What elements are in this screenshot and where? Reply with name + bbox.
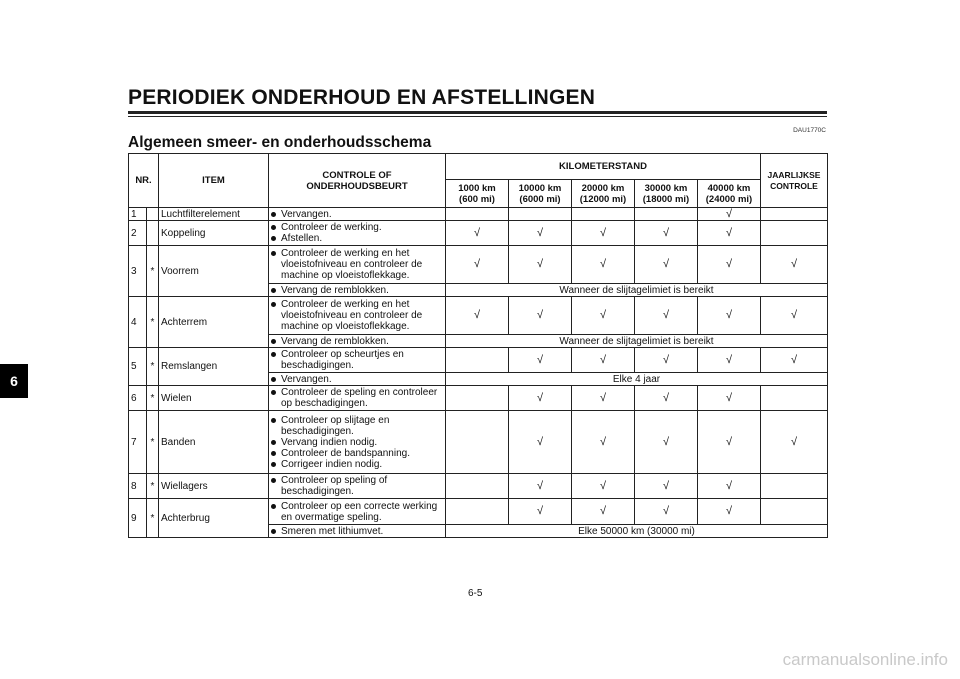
control-cell bbox=[269, 386, 446, 411]
empty-check-cell bbox=[761, 386, 828, 411]
bullet-icon bbox=[271, 478, 276, 483]
item-name: Koppeling bbox=[159, 221, 269, 246]
bullet-icon bbox=[271, 225, 276, 230]
km-value: 20000 km bbox=[581, 182, 625, 194]
row-number: 2 bbox=[129, 221, 147, 246]
control-cell bbox=[269, 499, 446, 525]
mi-value: (12000 mi) bbox=[579, 193, 627, 205]
row-number: 3 bbox=[129, 246, 147, 297]
row-number: 8 bbox=[129, 474, 147, 499]
check-mark-icon: √ bbox=[698, 348, 761, 373]
check-mark-icon: √ bbox=[509, 221, 572, 246]
control-bullet-item bbox=[271, 415, 443, 437]
item-name: Luchtfilterelement bbox=[159, 208, 269, 221]
control-bullet-item bbox=[271, 349, 443, 371]
control-text: Vervangen. bbox=[281, 208, 332, 220]
table-row bbox=[129, 348, 828, 373]
column-header-km-0 bbox=[446, 180, 509, 208]
control-text: Corrigeer indien nodig. bbox=[281, 458, 383, 470]
km-value: 30000 km bbox=[644, 182, 688, 194]
check-mark-icon: √ bbox=[572, 474, 635, 499]
bullet-icon bbox=[271, 339, 276, 344]
control-text: Controleer de speling en controleer op beschadigingen. bbox=[281, 387, 438, 409]
control-cell bbox=[269, 348, 446, 373]
dealer-service-marker: * bbox=[147, 246, 159, 297]
bullet-icon bbox=[271, 440, 276, 445]
empty-check-cell bbox=[761, 221, 828, 246]
control-text: Vervang de remblokken. bbox=[281, 335, 389, 347]
chapter-tab: 6 bbox=[0, 364, 28, 398]
check-mark-icon: √ bbox=[509, 348, 572, 373]
bullet-icon bbox=[271, 529, 276, 534]
interval-note: Wanneer de slijtagelimiet is bereikt bbox=[446, 284, 828, 297]
check-mark-icon: √ bbox=[572, 499, 635, 525]
check-mark-icon: √ bbox=[509, 411, 572, 474]
control-bullet-item bbox=[271, 285, 443, 296]
dealer-service-marker: * bbox=[147, 348, 159, 386]
row-number: 6 bbox=[129, 386, 147, 411]
control-text: Vervang indien nodig. bbox=[281, 436, 378, 448]
table-row bbox=[129, 297, 828, 335]
control-cell bbox=[269, 474, 446, 499]
control-cell bbox=[269, 221, 446, 246]
control-text: Controleer op een correcte werking en overmatige speling. bbox=[281, 500, 438, 523]
table-row bbox=[129, 499, 828, 525]
check-mark-icon: √ bbox=[635, 297, 698, 335]
item-name: Wiellagers bbox=[159, 474, 269, 499]
check-mark-icon: √ bbox=[446, 297, 509, 335]
check-mark-icon: √ bbox=[761, 348, 828, 373]
control-text: Controleer de werking en het vloeistofniveau en controleer de machine op vloeistoflekkage. bbox=[281, 299, 423, 332]
check-mark-icon: √ bbox=[509, 474, 572, 499]
empty-check-cell bbox=[446, 474, 509, 499]
control-bullet-item bbox=[271, 475, 443, 497]
control-cell bbox=[269, 246, 446, 284]
control-bullet-item bbox=[271, 501, 443, 523]
row-number: 5 bbox=[129, 348, 147, 386]
page-number: 6-5 bbox=[468, 588, 483, 599]
item-name: Achterbrug bbox=[159, 499, 269, 538]
check-mark-icon: √ bbox=[572, 386, 635, 411]
check-mark-icon: √ bbox=[761, 246, 828, 284]
check-mark-icon: √ bbox=[572, 246, 635, 284]
maintenance-schedule-table bbox=[128, 153, 828, 538]
table-row bbox=[129, 411, 828, 474]
control-bullet-item bbox=[271, 448, 443, 459]
control-bullet-item bbox=[271, 209, 443, 220]
dealer-service-marker: * bbox=[147, 386, 159, 411]
mi-value: (18000 mi) bbox=[642, 193, 690, 205]
bullet-icon bbox=[271, 212, 276, 217]
check-mark-icon: √ bbox=[635, 348, 698, 373]
empty-check-cell bbox=[761, 208, 828, 221]
column-header-jaarlijkse-controle: JAARLIJKSE CONTROLE bbox=[761, 154, 828, 208]
bullet-icon bbox=[271, 352, 276, 357]
control-text: Controleer de werking. bbox=[281, 222, 382, 233]
document-code: DAU1770C bbox=[793, 127, 826, 134]
control-text: Controleer de werking en het vloeistofniveau en controleer de machine op vloeistoflekkage. bbox=[281, 248, 423, 281]
control-bullet-item bbox=[271, 459, 443, 470]
dealer-service-marker bbox=[147, 208, 159, 221]
column-header-kilometerstand: KILOMETERSTAND bbox=[446, 154, 761, 180]
column-header-km-4 bbox=[698, 180, 761, 208]
item-name: Wielen bbox=[159, 386, 269, 411]
check-mark-icon: √ bbox=[635, 221, 698, 246]
check-mark-icon: √ bbox=[635, 411, 698, 474]
control-text: Controleer op scheurtjes en beschadigingen. bbox=[281, 349, 404, 371]
row-number: 1 bbox=[129, 208, 147, 221]
dealer-service-marker: * bbox=[147, 411, 159, 474]
check-mark-icon: √ bbox=[698, 474, 761, 499]
row-number: 4 bbox=[129, 297, 147, 348]
check-mark-icon: √ bbox=[761, 297, 828, 335]
dealer-service-marker bbox=[147, 221, 159, 246]
control-text: Smeren met lithiumvet. bbox=[281, 525, 384, 537]
control-bullet-item bbox=[271, 437, 443, 448]
check-mark-icon: √ bbox=[572, 297, 635, 335]
bullet-icon bbox=[271, 504, 276, 509]
control-cell bbox=[269, 373, 446, 386]
check-mark-icon: √ bbox=[446, 221, 509, 246]
check-mark-icon: √ bbox=[698, 297, 761, 335]
interval-note: Elke 4 jaar bbox=[446, 373, 828, 386]
mi-value: (6000 mi) bbox=[519, 193, 561, 205]
table-row bbox=[129, 246, 828, 284]
item-name: Remslangen bbox=[159, 348, 269, 386]
check-mark-icon: √ bbox=[572, 221, 635, 246]
interval-note: Elke 50000 km (30000 mi) bbox=[446, 525, 828, 538]
column-header-nr: NR. bbox=[129, 154, 159, 208]
check-mark-icon: √ bbox=[446, 246, 509, 284]
control-text: Controleer op speling of beschadigingen. bbox=[281, 475, 388, 497]
bullet-icon bbox=[271, 302, 276, 307]
empty-check-cell bbox=[446, 386, 509, 411]
empty-check-cell bbox=[761, 499, 828, 525]
km-value: 40000 km bbox=[707, 182, 751, 194]
page-header-title: PERIODIEK ONDERHOUD EN AFSTELLINGEN bbox=[128, 86, 596, 109]
check-mark-icon: √ bbox=[509, 499, 572, 525]
empty-check-cell bbox=[446, 348, 509, 373]
check-mark-icon: √ bbox=[761, 411, 828, 474]
interval-note: Wanneer de slijtagelimiet is bereikt bbox=[446, 335, 828, 348]
check-mark-icon: √ bbox=[635, 246, 698, 284]
control-cell bbox=[269, 284, 446, 297]
table-row bbox=[129, 474, 828, 499]
bullet-icon bbox=[271, 462, 276, 467]
empty-check-cell bbox=[635, 208, 698, 221]
bullet-icon bbox=[271, 251, 276, 256]
control-bullet-item bbox=[271, 222, 443, 233]
column-header-control: CONTROLE OF ONDERHOUDSBEURT bbox=[269, 154, 446, 208]
check-mark-icon: √ bbox=[698, 246, 761, 284]
check-mark-icon: √ bbox=[698, 208, 761, 221]
empty-check-cell bbox=[761, 474, 828, 499]
dealer-service-marker: * bbox=[147, 297, 159, 348]
check-mark-icon: √ bbox=[509, 297, 572, 335]
empty-check-cell bbox=[572, 208, 635, 221]
table-row bbox=[129, 221, 828, 246]
table-row bbox=[129, 386, 828, 411]
control-bullet-item bbox=[271, 336, 443, 347]
empty-check-cell bbox=[446, 208, 509, 221]
control-cell bbox=[269, 525, 446, 538]
km-value: 10000 km bbox=[518, 182, 562, 194]
check-mark-icon: √ bbox=[698, 221, 761, 246]
control-text: Vervangen. bbox=[281, 373, 332, 385]
item-name: Voorrem bbox=[159, 246, 269, 297]
empty-check-cell bbox=[446, 411, 509, 474]
check-mark-icon: √ bbox=[509, 386, 572, 411]
column-header-km-1 bbox=[509, 180, 572, 208]
row-number: 7 bbox=[129, 411, 147, 474]
control-text: Controleer op slijtage en beschadigingen. bbox=[281, 414, 390, 437]
mi-value: (600 mi) bbox=[459, 193, 495, 205]
row-number: 9 bbox=[129, 499, 147, 538]
check-mark-icon: √ bbox=[635, 386, 698, 411]
control-text: Controleer de bandspanning. bbox=[281, 447, 410, 459]
control-text: Vervang de remblokken. bbox=[281, 284, 389, 296]
item-name: Achterrem bbox=[159, 297, 269, 348]
check-mark-icon: √ bbox=[698, 386, 761, 411]
check-mark-icon: √ bbox=[572, 348, 635, 373]
check-mark-icon: √ bbox=[635, 499, 698, 525]
bullet-icon bbox=[271, 236, 276, 241]
control-cell bbox=[269, 411, 446, 474]
empty-check-cell bbox=[446, 499, 509, 525]
section-title: Algemeen smeer- en onderhoudsschema bbox=[128, 134, 432, 151]
empty-check-cell bbox=[509, 208, 572, 221]
control-text: Afstellen. bbox=[281, 233, 323, 244]
control-bullet-item bbox=[271, 387, 443, 409]
control-bullet-item bbox=[271, 248, 443, 281]
control-bullet-item bbox=[271, 233, 443, 244]
column-header-km-2 bbox=[572, 180, 635, 208]
header-rule-thin bbox=[128, 116, 827, 117]
check-mark-icon: √ bbox=[635, 474, 698, 499]
control-bullet-item bbox=[271, 299, 443, 332]
bullet-icon bbox=[271, 390, 276, 395]
control-cell bbox=[269, 335, 446, 348]
check-mark-icon: √ bbox=[572, 411, 635, 474]
control-bullet-item bbox=[271, 374, 443, 385]
control-bullet-item bbox=[271, 526, 443, 537]
watermark: carmanualsonline.info bbox=[782, 650, 948, 669]
bullet-icon bbox=[271, 288, 276, 293]
check-mark-icon: √ bbox=[509, 246, 572, 284]
bullet-icon bbox=[271, 451, 276, 456]
control-cell bbox=[269, 208, 446, 221]
header-rule bbox=[128, 111, 827, 114]
column-header-item: ITEM bbox=[159, 154, 269, 208]
control-cell bbox=[269, 297, 446, 335]
mi-value: (24000 mi) bbox=[705, 193, 753, 205]
dealer-service-marker: * bbox=[147, 499, 159, 538]
bullet-icon bbox=[271, 418, 276, 423]
item-name: Banden bbox=[159, 411, 269, 474]
column-header-km-3 bbox=[635, 180, 698, 208]
table-row bbox=[129, 208, 828, 221]
check-mark-icon: √ bbox=[698, 411, 761, 474]
bullet-icon bbox=[271, 377, 276, 382]
check-mark-icon: √ bbox=[698, 499, 761, 525]
km-value: 1000 km bbox=[458, 182, 496, 194]
dealer-service-marker: * bbox=[147, 474, 159, 499]
